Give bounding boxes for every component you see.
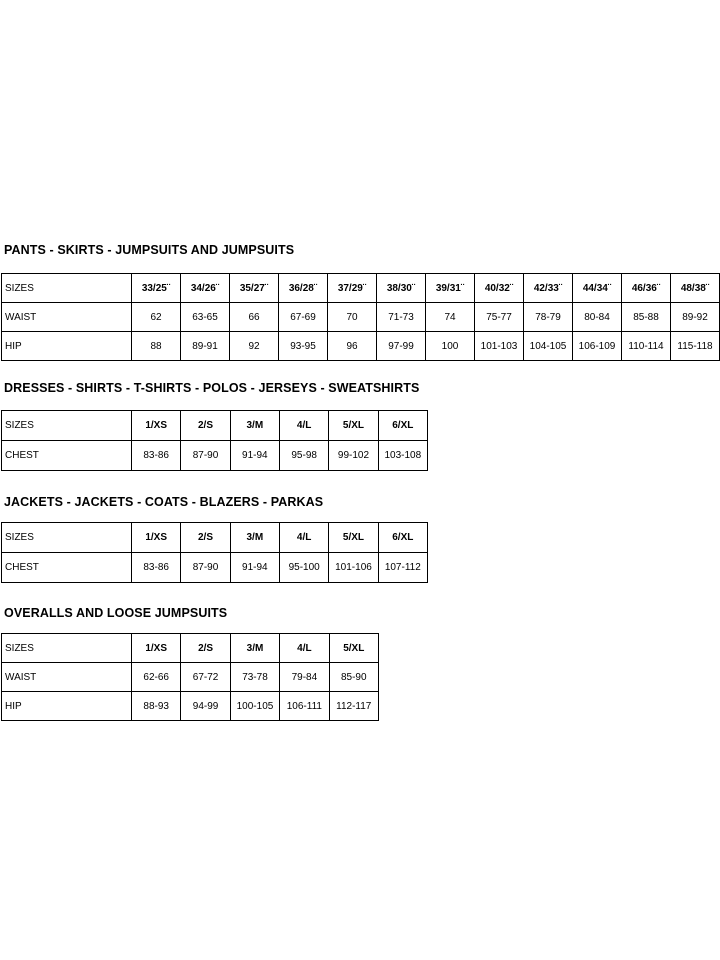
size-header-row: [2, 411, 428, 441]
size-header-cell: 2/S: [181, 523, 230, 553]
measurement-cell: 87-90: [181, 441, 230, 471]
size-header-cell: 48/38¨: [671, 274, 720, 303]
measurement-cell: 107-112: [378, 553, 427, 583]
measurement-cell: 62: [132, 303, 181, 332]
measurement-row: [2, 303, 720, 332]
size-header-cell: 34/26¨: [181, 274, 230, 303]
measurement-cell: 62-66: [132, 663, 181, 692]
measurement-cell: 100: [426, 332, 475, 361]
size-header-cell: 6/XL: [378, 523, 427, 553]
measurement-label: CHEST: [2, 441, 132, 471]
size-header-cell: 4/L: [279, 411, 328, 441]
size-header-cell: 4/L: [280, 634, 329, 663]
measurement-cell: 78-79: [524, 303, 573, 332]
sizes-label: SIZES: [2, 274, 132, 303]
size-header-cell: 42/33¨: [524, 274, 573, 303]
size-header-row: [2, 523, 428, 553]
size-header-row: [2, 274, 720, 303]
measurement-cell: 75-77: [475, 303, 524, 332]
measurement-cell: 88: [132, 332, 181, 361]
sizes-label: SIZES: [2, 411, 132, 441]
measurement-cell: 99-102: [329, 441, 378, 471]
measurement-label: HIP: [2, 332, 132, 361]
size-header-cell: 1/XS: [132, 523, 181, 553]
size-header-cell: 5/XL: [329, 523, 378, 553]
dresses-section-title: DRESSES - SHIRTS - T-SHIRTS - POLOS - JERSEYS - SWEATSHIRTS: [4, 381, 420, 395]
measurement-label: WAIST: [2, 663, 132, 692]
measurement-cell: 67-69: [279, 303, 328, 332]
measurement-cell: 106-109: [573, 332, 622, 361]
size-header-cell: 2/S: [181, 411, 230, 441]
measurement-cell: 89-92: [671, 303, 720, 332]
measurement-cell: 94-99: [181, 692, 230, 721]
measurement-cell: 101-106: [329, 553, 378, 583]
jackets-size-table: [1, 522, 428, 583]
size-header-cell: 36/28¨: [279, 274, 328, 303]
measurement-cell: 87-90: [181, 553, 230, 583]
pants-size-table: [1, 273, 720, 361]
measurement-row: [2, 332, 720, 361]
measurement-cell: 101-103: [475, 332, 524, 361]
measurement-cell: 66: [230, 303, 279, 332]
size-header-cell: 5/XL: [329, 411, 378, 441]
measurement-cell: 100-105: [230, 692, 279, 721]
measurement-row: [2, 692, 379, 721]
size-header-cell: 46/36¨: [622, 274, 671, 303]
measurement-cell: 80-84: [573, 303, 622, 332]
sizes-label: SIZES: [2, 634, 132, 663]
measurement-cell: 85-90: [329, 663, 378, 692]
size-header-cell: 3/M: [230, 634, 279, 663]
measurement-cell: 63-65: [181, 303, 230, 332]
measurement-cell: 104-105: [524, 332, 573, 361]
pants-section-title: PANTS - SKIRTS - JUMPSUITS AND JUMPSUITS: [4, 243, 295, 257]
measurement-cell: 96: [328, 332, 377, 361]
measurement-cell: 91-94: [230, 553, 279, 583]
measurement-cell: 83-86: [132, 441, 181, 471]
measurement-cell: 85-88: [622, 303, 671, 332]
size-header-cell: 37/29¨: [328, 274, 377, 303]
measurement-cell: 95-98: [279, 441, 328, 471]
measurement-cell: 112-117: [329, 692, 378, 721]
jackets-section-title: JACKETS - JACKETS - COATS - BLAZERS - PARKAS: [4, 495, 324, 509]
size-header-cell: 2/S: [181, 634, 230, 663]
size-header-cell: 4/L: [279, 523, 328, 553]
size-header-cell: 1/XS: [132, 634, 181, 663]
measurement-cell: 74: [426, 303, 475, 332]
sizes-label: SIZES: [2, 523, 132, 553]
size-header-cell: 6/XL: [378, 411, 427, 441]
measurement-cell: 115-118: [671, 332, 720, 361]
measurement-cell: 93-95: [279, 332, 328, 361]
measurement-label: WAIST: [2, 303, 132, 332]
measurement-cell: 110-114: [622, 332, 671, 361]
measurement-row: [2, 553, 428, 583]
measurement-row: [2, 663, 379, 692]
size-header-cell: 40/32¨: [475, 274, 524, 303]
size-header-cell: 44/34¨: [573, 274, 622, 303]
measurement-cell: 91-94: [230, 441, 279, 471]
measurement-cell: 79-84: [280, 663, 329, 692]
overalls-size-table: [1, 633, 379, 721]
size-header-cell: 3/M: [230, 411, 279, 441]
measurement-cell: 95-100: [279, 553, 328, 583]
measurement-cell: 103-108: [378, 441, 427, 471]
size-header-cell: 38/30¨: [377, 274, 426, 303]
dresses-size-table: [1, 410, 428, 471]
measurement-cell: 92: [230, 332, 279, 361]
measurement-cell: 70: [328, 303, 377, 332]
measurement-cell: 89-91: [181, 332, 230, 361]
measurement-cell: 67-72: [181, 663, 230, 692]
measurement-label: HIP: [2, 692, 132, 721]
measurement-cell: 71-73: [377, 303, 426, 332]
size-header-cell: 5/XL: [329, 634, 378, 663]
overalls-section-title: OVERALLS AND LOOSE JUMPSUITS: [4, 606, 228, 620]
measurement-row: [2, 441, 428, 471]
measurement-cell: 106-111: [280, 692, 329, 721]
size-header-cell: 39/31¨: [426, 274, 475, 303]
measurement-cell: 73-78: [230, 663, 279, 692]
measurement-cell: 97-99: [377, 332, 426, 361]
size-header-cell: 35/27¨: [230, 274, 279, 303]
measurement-cell: 88-93: [132, 692, 181, 721]
size-header-cell: 1/XS: [132, 411, 181, 441]
size-header-cell: 3/M: [230, 523, 279, 553]
size-header-row: [2, 634, 379, 663]
measurement-label: CHEST: [2, 553, 132, 583]
measurement-cell: 83-86: [132, 553, 181, 583]
size-header-cell: 33/25¨: [132, 274, 181, 303]
